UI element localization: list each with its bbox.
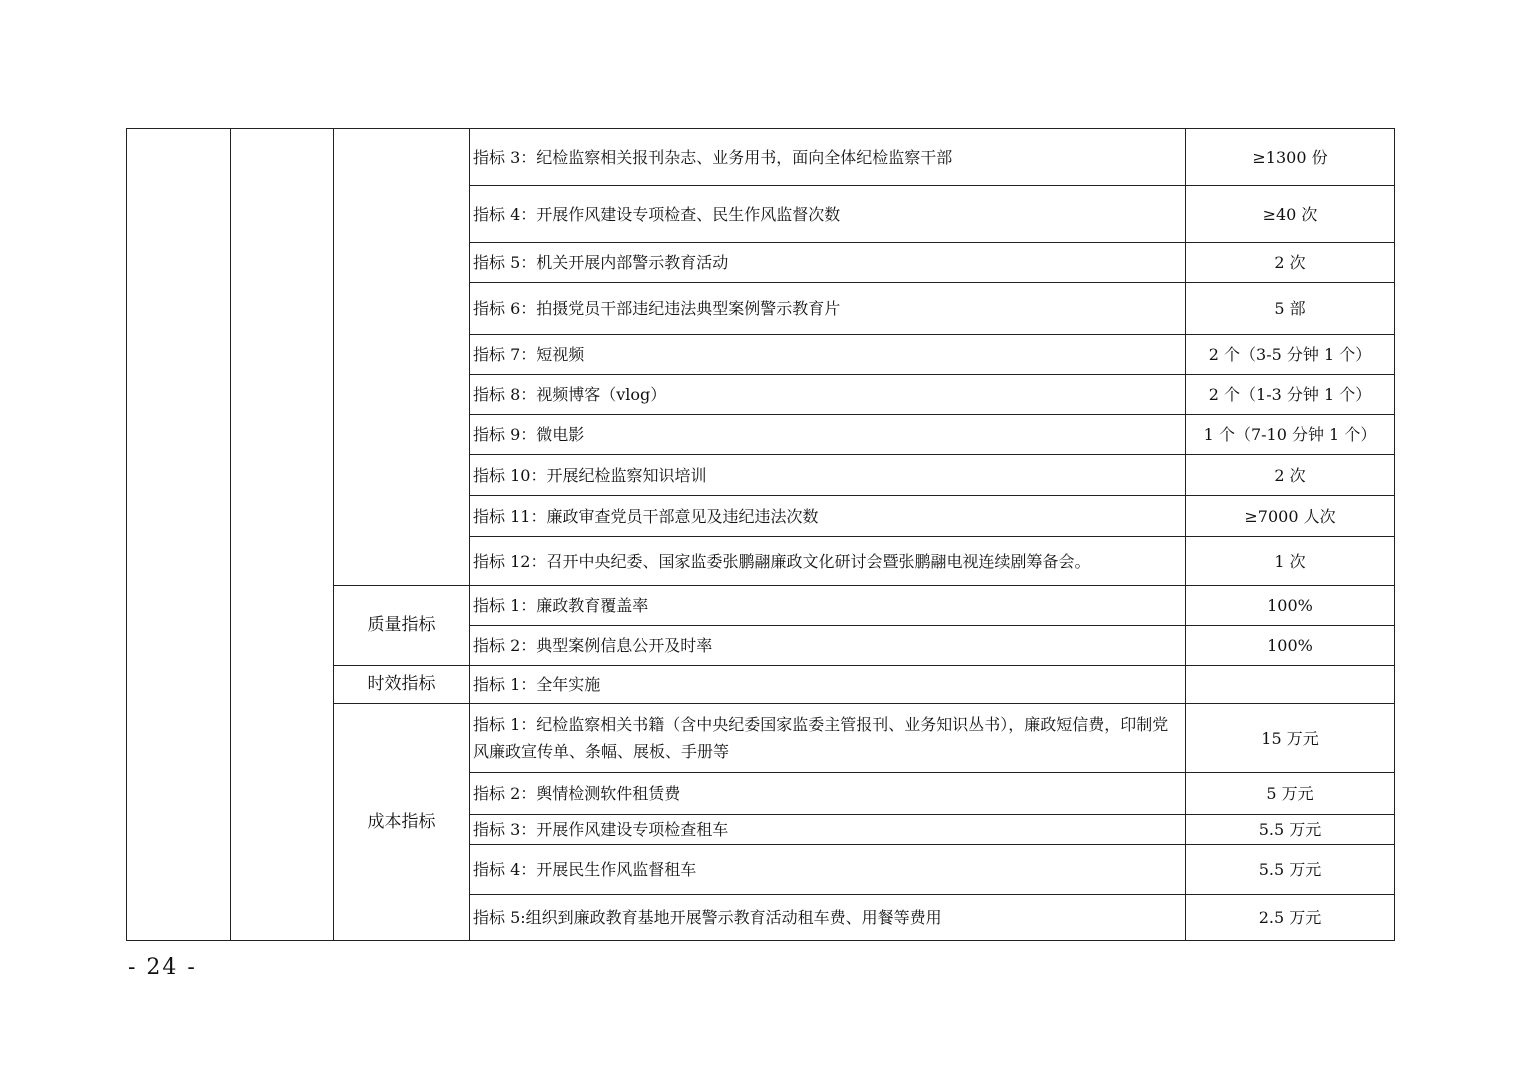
indicator-value: 2 个（1-3 分钟 1 个） (1186, 375, 1395, 415)
indicator-value: 5 部 (1186, 283, 1395, 335)
indicator-value: 2 次 (1186, 243, 1395, 283)
indicator-value: 2.5 万元 (1186, 895, 1395, 941)
category-timeliness: 时效指标 (334, 666, 470, 704)
indicator-value: 100% (1186, 626, 1395, 666)
indicator-value: 5 万元 (1186, 773, 1395, 815)
indicator-text: 指标 11：廉政审查党员干部意见及违纪违法次数 (470, 496, 1186, 537)
table-row (127, 129, 1395, 186)
indicator-text: 指标 2：典型案例信息公开及时率 (470, 626, 1186, 666)
indicator-text: 指标 4：开展作风建设专项检查、民生作风监督次数 (470, 186, 1186, 243)
indicator-value: ≥1300 份 (1186, 129, 1395, 186)
indicator-value: 2 个（3-5 分钟 1 个） (1186, 335, 1395, 375)
indicator-value: ≥7000 人次 (1186, 496, 1395, 537)
indicator-text: 指标 4：开展民生作风监督租车 (470, 845, 1186, 895)
indicator-value: 15 万元 (1186, 704, 1395, 773)
indicator-text: 指标 5:组织到廉政教育基地开展警示教育活动租车费、用餐等费用 (470, 895, 1186, 941)
category-cost: 成本指标 (334, 704, 470, 941)
indicator-text: 指标 9：微电影 (470, 415, 1186, 455)
indicator-text: 指标 7：短视频 (470, 335, 1186, 375)
indicator-text: 指标 8：视频博客（vlog） (470, 375, 1186, 415)
indicator-text: 指标 1：全年实施 (470, 666, 1186, 704)
indicator-text: 指标 6：拍摄党员干部违纪违法典型案例警示教育片 (470, 283, 1186, 335)
indicator-text: 指标 1：纪检监察相关书籍（含中央纪委国家监委主管报刊、业务知识丛书），廉政短信费，印制党风廉政宣传单、条幅、展板、手册等 (470, 704, 1186, 773)
indicator-text: 指标 1：廉政教育覆盖率 (470, 586, 1186, 626)
category-quality: 质量指标 (334, 586, 470, 666)
blank-col-2 (231, 129, 334, 941)
performance-indicator-table (126, 128, 1395, 941)
indicator-value (1186, 666, 1395, 704)
indicator-value: 100% (1186, 586, 1395, 626)
blank-category-cell (334, 129, 470, 586)
page-number: - 24 - (128, 955, 197, 980)
indicator-value: 5.5 万元 (1186, 815, 1395, 845)
indicator-text: 指标 3：纪检监察相关报刊杂志、业务用书，面向全体纪检监察干部 (470, 129, 1186, 186)
indicator-value: 5.5 万元 (1186, 845, 1395, 895)
indicator-value: 1 个（7-10 分钟 1 个） (1186, 415, 1395, 455)
indicator-text: 指标 2：舆情检测软件租赁费 (470, 773, 1186, 815)
indicator-text: 指标 5：机关开展内部警示教育活动 (470, 243, 1186, 283)
blank-col-1 (127, 129, 231, 941)
indicator-text: 指标 10：开展纪检监察知识培训 (470, 455, 1186, 496)
indicator-value: ≥40 次 (1186, 186, 1395, 243)
indicator-value: 2 次 (1186, 455, 1395, 496)
indicator-text: 指标 3：开展作风建设专项检查租车 (470, 815, 1186, 845)
indicator-text: 指标 12：召开中央纪委、国家监委张鹏翮廉政文化研讨会暨张鹏翮电视连续剧筹备会。 (470, 537, 1186, 586)
indicator-value: 1 次 (1186, 537, 1395, 586)
